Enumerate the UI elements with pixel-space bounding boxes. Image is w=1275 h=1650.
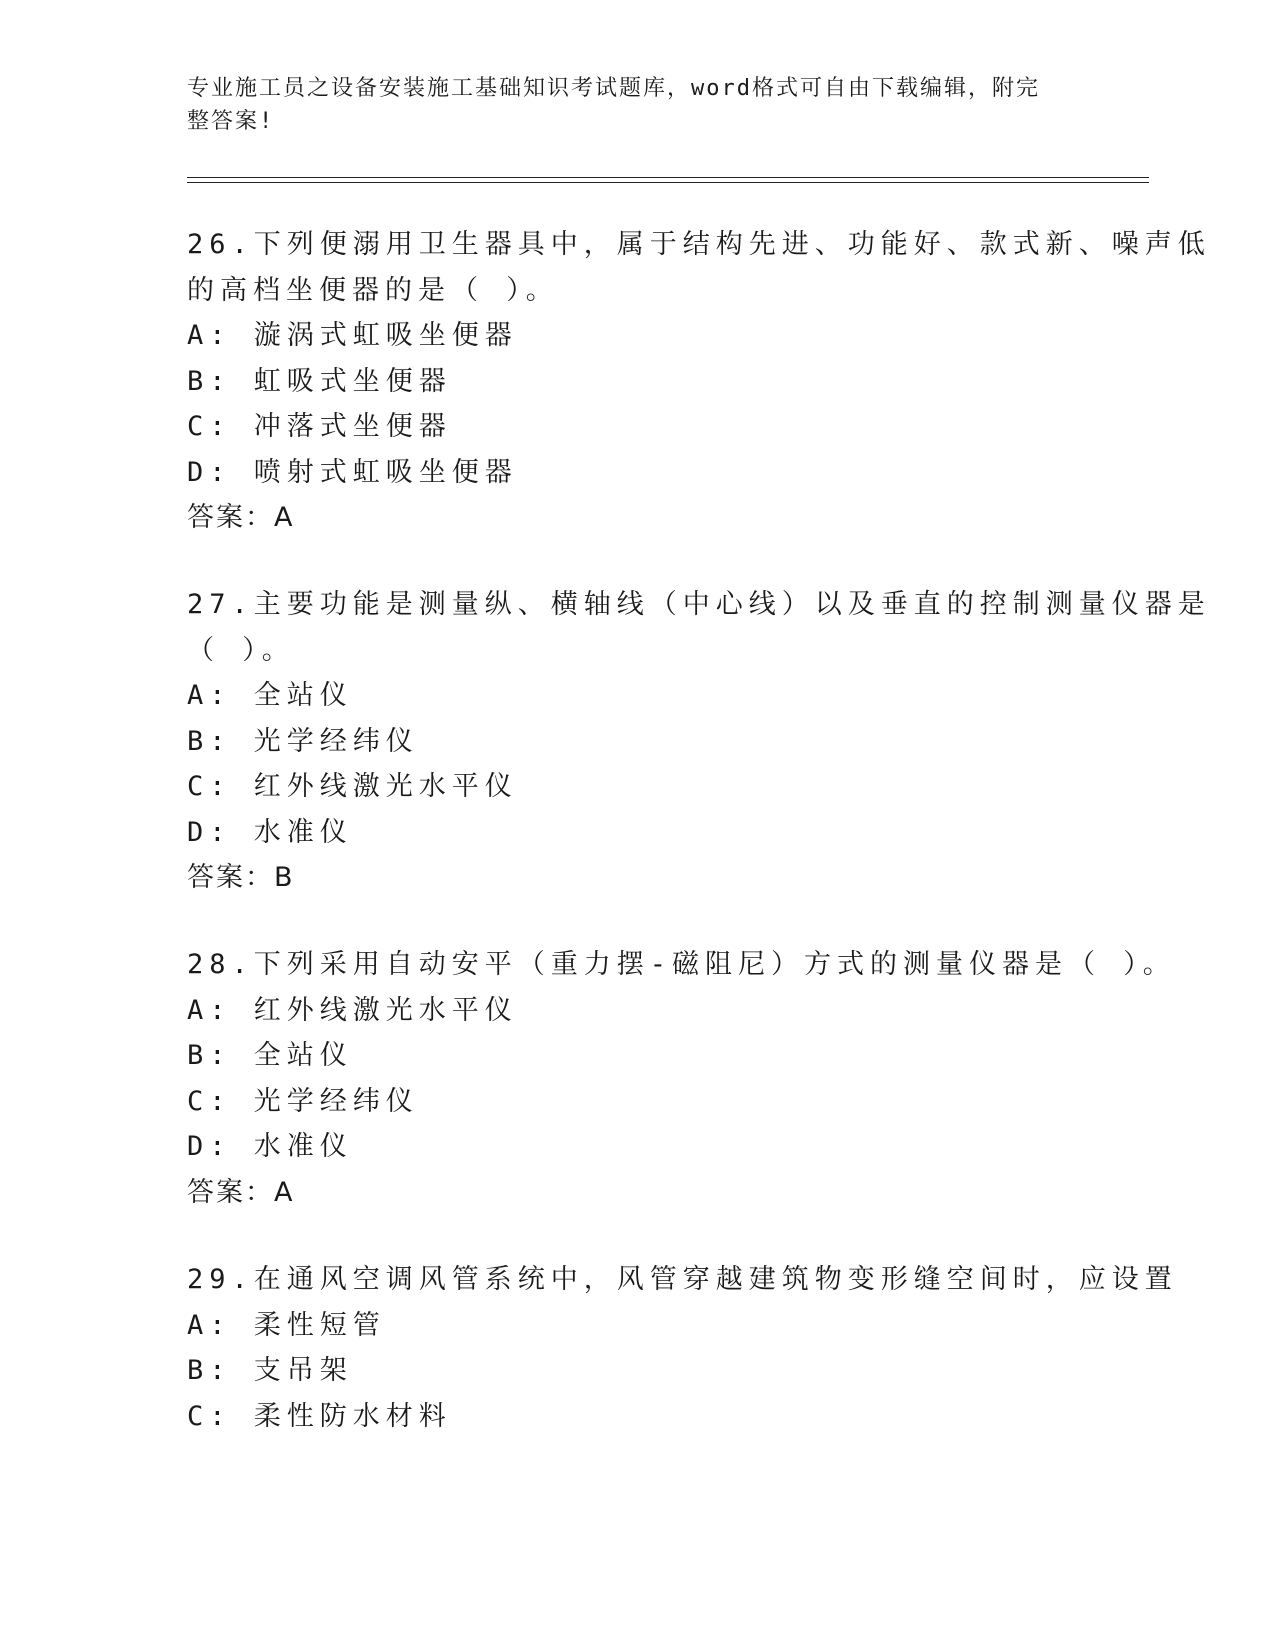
document-header — [187, 72, 1067, 138]
header-divider-top — [187, 177, 1149, 178]
option-d: D: 水准仪 — [187, 816, 353, 848]
question-stem-line: （ ）。 — [187, 634, 295, 666]
option-c: C: 光学经纬仪 — [187, 1085, 419, 1117]
question-26 — [187, 222, 1211, 541]
question-27 — [187, 582, 1211, 901]
option-d: D: 喷射式虹吸坐便器 — [187, 456, 518, 488]
answer-label: 答案：A — [187, 502, 295, 533]
option-a: A: 漩涡式虹吸坐便器 — [187, 320, 518, 351]
option-a: A: 全站仪 — [187, 680, 353, 711]
question-stem-line: 的高档坐便器的是（ ）。 — [187, 274, 559, 306]
option-b: B: 全站仪 — [187, 1040, 353, 1071]
option-c: C: 柔性防水材料 — [187, 1400, 452, 1432]
option-c: C: 红外线激光水平仪 — [187, 771, 518, 802]
option-b: B: 虹吸式坐便器 — [187, 365, 452, 397]
question-29 — [187, 1257, 1178, 1439]
option-b: B: 支吊架 — [187, 1355, 353, 1386]
question-stem-line: 26.下列便溺用卫生器具中，属于结构先进、功能好、款式新、噪声低 — [187, 229, 1211, 260]
header-line-1: 专业施工员之设备安装施工基础知识考试题库，word格式可自由下载编辑，附完 — [187, 76, 1040, 101]
option-a: A: 红外线激光水平仪 — [187, 994, 518, 1026]
header-line-2: 整答案! — [187, 109, 275, 134]
option-c: C: 冲落式坐便器 — [187, 411, 452, 442]
question-28 — [187, 942, 1176, 1215]
option-b: B: 光学经纬仪 — [187, 725, 419, 757]
question-stem-line: 27.主要功能是测量纵、横轴线（中心线）以及垂直的控制测量仪器是 — [187, 589, 1211, 620]
answer-label: 答案：B — [187, 862, 295, 893]
question-stem-line: 28.下列采用自动安平（重力摆-磁阻尼）方式的测量仪器是（ ）。 — [187, 949, 1176, 980]
header-divider-bottom — [187, 182, 1149, 183]
question-stem-line: 29.在通风空调风管系统中，风管穿越建筑物变形缝空间时，应设置 — [187, 1264, 1178, 1295]
option-d: D: 水准仪 — [187, 1131, 353, 1162]
option-a: A: 柔性短管 — [187, 1309, 386, 1341]
answer-label: 答案：A — [187, 1176, 295, 1208]
